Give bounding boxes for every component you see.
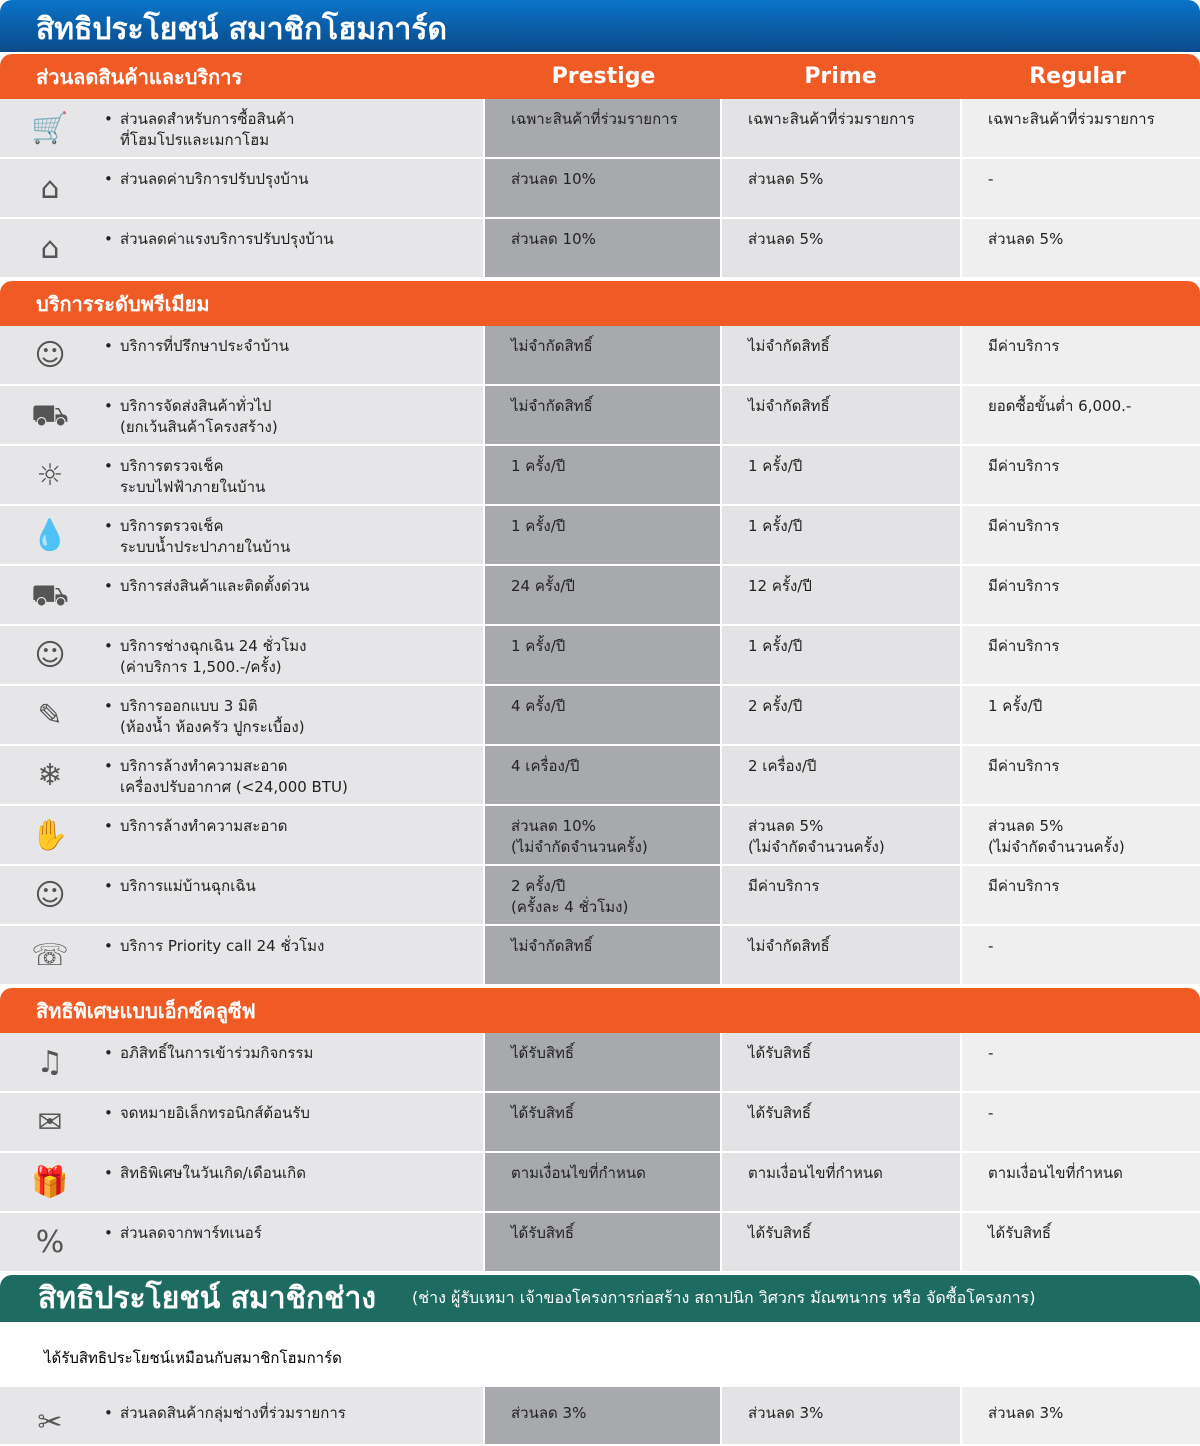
benefit-label-cell [0, 566, 485, 624]
benefit-label-cell [0, 219, 485, 277]
regular-value: มีค่าบริการ [962, 746, 1200, 804]
benefit-label-cell [0, 386, 485, 444]
regular-value: เฉพาะสินค้าที่ร่วมรายการ [962, 99, 1200, 157]
prime-value: ตามเงื่อนไขที่กำหนด [722, 1153, 962, 1211]
benefit-label-cell [0, 1153, 485, 1211]
prestige-value: 2 ครั้ง/ปี (ครั้งละ 4 ชั่วโมง) [485, 866, 722, 924]
discount-tag-icon: % [35, 1225, 65, 1260]
prime-value: ส่วนลด 5% [722, 159, 962, 217]
microphone-icon: ♫ [36, 1045, 64, 1080]
benefit-label: • บริการที่ปรึกษาประจำบ้าน [100, 336, 289, 384]
benefit-label-cell [0, 1093, 485, 1151]
prestige-value: ไม่จำกัดสิทธิ์ [485, 386, 722, 444]
regular-value: มีค่าบริการ [962, 626, 1200, 684]
benefit-label-cell [0, 506, 485, 564]
truck-icon: ⛟ [31, 398, 69, 433]
table-row [0, 99, 1200, 159]
fast-truck-icon: ⛟ [31, 578, 69, 613]
compass-icon: ✎ [37, 698, 63, 733]
benefit-label-cell [0, 686, 485, 744]
regular-value: มีค่าบริการ [962, 866, 1200, 924]
benefit-label: • บริการจัดส่งสินค้าทั่วไป (ยกเว้นสินค้าโครงสร้าง) [100, 396, 278, 444]
page-title: สิทธิประโยชน์ สมาชิกโฮมการ์ด [0, 0, 1200, 52]
benefit-label: • อภิสิทธิ์ในการเข้าร่วมกิจกรรม [100, 1043, 313, 1091]
tools-icon: ✂ [37, 1405, 63, 1440]
prestige-value: ตามเงื่อนไขที่กำหนด [485, 1153, 722, 1211]
regular-value: มีค่าบริการ [962, 326, 1200, 384]
prestige-value: 1 ครั้ง/ปี [485, 626, 722, 684]
benefit-label: • บริการล้างทำความสะอาด [100, 816, 288, 864]
contractor-subtitle: (ช่าง ผู้รับเหมา เจ้าของโครงการก่อสร้าง สถาปนิก วิศวกร มัณฑนากร หรือ จัดซื้อโครงการ) [411, 1288, 1036, 1307]
benefit-label: • ส่วนลดค่าบริการปรับปรุงบ้าน [100, 169, 309, 217]
benefit-label: • บริการ Priority call 24 ชั่วโมง [100, 936, 324, 984]
table-row [0, 506, 1200, 566]
prestige-value: ส่วนลด 10% [485, 159, 722, 217]
consultant-icon: ☺ [34, 338, 66, 373]
regular-value: มีค่าบริการ [962, 446, 1200, 504]
column-header-prime: Prime [804, 64, 877, 89]
benefit-label-cell [0, 806, 485, 864]
benefit-label: • บริการตรวจเช็ค ระบบไฟฟ้าภายในบ้าน [100, 456, 265, 504]
benefit-label: • จดหมายอิเล็กทรอนิกส์ต้อนรับ [100, 1103, 310, 1151]
prime-value: ส่วนลด 5% (ไม่จำกัดจำนวนครั้ง) [722, 806, 962, 864]
table-row [0, 386, 1200, 446]
benefit-label-cell [0, 446, 485, 504]
prestige-value: ได้รับสิทธิ์ [485, 1033, 722, 1091]
table-row [0, 159, 1200, 219]
prime-value: ได้รับสิทธิ์ [722, 1213, 962, 1271]
regular-value: ตามเงื่อนไขที่กำหนด [962, 1153, 1200, 1211]
prime-value: 1 ครั้ง/ปี [722, 446, 962, 504]
benefit-label: • ส่วนลดค่าแรงบริการปรับปรุงบ้าน [100, 229, 334, 277]
benefit-label-cell [0, 159, 485, 217]
home-service-icon: ⌂ [40, 171, 60, 206]
contractor-note: ได้รับสิทธิประโยชน์เหมือนกับสมาชิกโฮมการ์ด [44, 1349, 342, 1367]
benefit-label: • ส่วนลดสำหรับการซื้อสินค้า ที่โฮมโปรและเมกาโฮม [100, 109, 294, 157]
regular-value: มีค่าบริการ [962, 566, 1200, 624]
table-row [0, 219, 1200, 279]
section-header [0, 54, 1200, 99]
regular-value: ส่วนลด 5% [962, 219, 1200, 277]
prestige-value: ไม่จำกัดสิทธิ์ [485, 326, 722, 384]
regular-value: ส่วนลด 3% [962, 1387, 1200, 1444]
regular-value: มีค่าบริการ [962, 506, 1200, 564]
table-row [0, 626, 1200, 686]
prestige-value: ได้รับสิทธิ์ [485, 1093, 722, 1151]
regular-value: - [962, 159, 1200, 217]
lightbulb-icon: ☼ [36, 458, 64, 493]
prestige-value: 4 เครื่อง/ปี [485, 746, 722, 804]
worker-house-icon: ⌂ [40, 231, 60, 266]
air-conditioner-icon: ❄ [37, 758, 63, 793]
table-row [0, 806, 1200, 866]
section-header [0, 281, 1200, 326]
table-row [0, 866, 1200, 926]
benefit-label: • ส่วนลดสินค้ากลุ่มช่างที่ร่วมรายการ [100, 1403, 346, 1444]
contractor-title: สิทธิประโยชน์ สมาชิกช่าง [38, 1281, 376, 1316]
benefit-label: • บริการแม่บ้านฉุกเฉิน [100, 876, 256, 924]
column-header-prestige: Prestige [551, 64, 656, 89]
benefit-label-cell [0, 1213, 485, 1271]
water-drop-icon: 💧 [31, 518, 69, 553]
benefit-label: • สิทธิพิเศษในวันเกิด/เดือนเกิด [100, 1163, 306, 1211]
table-row [0, 1387, 1200, 1446]
cart-icon: 🛒 [31, 111, 69, 146]
regular-value: 1 ครั้ง/ปี [962, 686, 1200, 744]
cleaning-icon: ✋ [31, 818, 69, 853]
prestige-value: ส่วนลด 10% [485, 219, 722, 277]
prime-value: ได้รับสิทธิ์ [722, 1093, 962, 1151]
prime-value: ไม่จำกัดสิทธิ์ [722, 926, 962, 984]
prime-value: 1 ครั้ง/ปี [722, 626, 962, 684]
table-row [0, 686, 1200, 746]
table-row [0, 1093, 1200, 1153]
benefit-label: • บริการตรวจเช็ค ระบบน้ำประปาภายในบ้าน [100, 516, 290, 564]
prime-value: 12 ครั้ง/ปี [722, 566, 962, 624]
regular-value: - [962, 1033, 1200, 1091]
benefit-label: • บริการช่างฉุกเฉิน 24 ชั่วโมง (ค่าบริการ 1,500.-/ครั้ง) [100, 636, 306, 684]
benefit-label-cell [0, 866, 485, 924]
prestige-value: ส่วนลด 3% [485, 1387, 722, 1444]
prestige-value: 1 ครั้ง/ปี [485, 506, 722, 564]
column-header-regular: Regular [1029, 64, 1126, 89]
prime-value: 2 ครั้ง/ปี [722, 686, 962, 744]
benefit-label-cell [0, 1033, 485, 1091]
benefit-label: • บริการออกแบบ 3 มิติ (ห้องน้ำ ห้องครัว ปูกระเบื้อง) [100, 696, 305, 744]
table-row [0, 326, 1200, 386]
prime-value: ส่วนลด 3% [722, 1387, 962, 1444]
table-row [0, 1153, 1200, 1213]
prestige-value: 24 ครั้ง/ปี [485, 566, 722, 624]
benefit-label-cell [0, 1387, 485, 1444]
table-row [0, 926, 1200, 986]
section-header [0, 988, 1200, 1033]
benefit-label-cell [0, 99, 485, 157]
prime-value: 2 เครื่อง/ปี [722, 746, 962, 804]
prestige-value: ส่วนลด 10% (ไม่จำกัดจำนวนครั้ง) [485, 806, 722, 864]
table-row [0, 566, 1200, 626]
table-row [0, 1213, 1200, 1273]
prestige-value: 4 ครั้ง/ปี [485, 686, 722, 744]
gift-icon: 🎁 [31, 1165, 69, 1200]
section-title: ส่วนลดสินค้าและบริการ [36, 64, 243, 89]
prime-value: ได้รับสิทธิ์ [722, 1033, 962, 1091]
benefits-table [0, 54, 1200, 1273]
table-row [0, 446, 1200, 506]
regular-value: ได้รับสิทธิ์ [962, 1213, 1200, 1271]
prestige-value: ไม่จำกัดสิทธิ์ [485, 926, 722, 984]
benefit-label: • บริการส่งสินค้าและติดตั้งด่วน [100, 576, 309, 624]
benefit-label: • บริการล้างทำความสะอาด เครื่องปรับอากาศ (<24,000 BTU) [100, 756, 348, 804]
prime-value: ไม่จำกัดสิทธิ์ [722, 386, 962, 444]
email-card-icon: ✉ [37, 1105, 63, 1140]
regular-value: ยอดซื้อขั้นต่ำ 6,000.- [962, 386, 1200, 444]
section-title: สิทธิพิเศษแบบเอ็กซ์คลูซีฟ [36, 998, 256, 1023]
benefit-label-cell [0, 326, 485, 384]
regular-value: - [962, 926, 1200, 984]
maid-icon: ☺ [34, 878, 66, 913]
benefit-label-cell [0, 746, 485, 804]
benefit-label-cell [0, 626, 485, 684]
prime-value: เฉพาะสินค้าที่ร่วมรายการ [722, 99, 962, 157]
section-title: บริการระดับพรีเมียม [36, 291, 210, 316]
prime-value: ไม่จำกัดสิทธิ์ [722, 326, 962, 384]
contractor-header [0, 1275, 1200, 1322]
benefit-label: • ส่วนลดจากพาร์ทเนอร์ [100, 1223, 262, 1271]
prime-value: มีค่าบริการ [722, 866, 962, 924]
regular-value: ส่วนลด 5% (ไม่จำกัดจำนวนครั้ง) [962, 806, 1200, 864]
prime-value: ส่วนลด 5% [722, 219, 962, 277]
phone-24-icon: ☏ [31, 938, 69, 973]
prestige-value: 1 ครั้ง/ปี [485, 446, 722, 504]
prime-value: 1 ครั้ง/ปี [722, 506, 962, 564]
benefit-label-cell [0, 926, 485, 984]
technician-24-icon: ☺ [34, 638, 66, 673]
table-row [0, 746, 1200, 806]
prestige-value: ได้รับสิทธิ์ [485, 1213, 722, 1271]
regular-value: - [962, 1093, 1200, 1151]
prestige-value: เฉพาะสินค้าที่ร่วมรายการ [485, 99, 722, 157]
table-row [0, 1033, 1200, 1093]
